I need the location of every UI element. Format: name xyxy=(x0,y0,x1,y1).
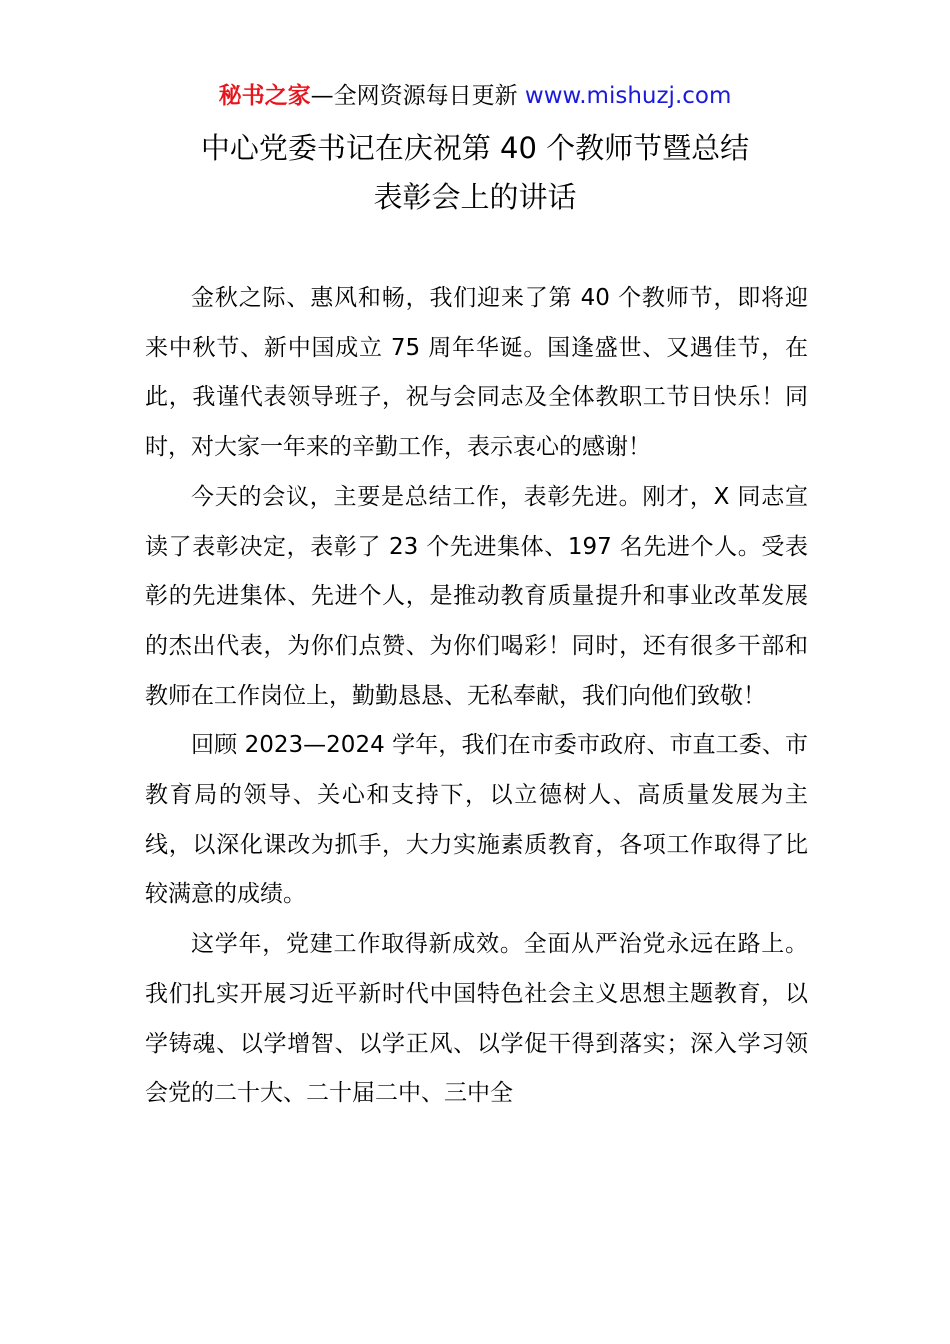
site-url-link[interactable]: www.mishuzj.com xyxy=(524,83,732,109)
site-slogan: —全网资源每日更新 xyxy=(310,83,525,109)
document-title-line-1: 中心党委书记在庆祝第 40 个教师节暨总结 xyxy=(200,131,750,165)
paragraph-4: 这学年，党建工作取得新成效。全面从严治党永远在路上。我们扎实开展习近平新时代中国特色社会主义思想主题教育，以学铸魂、以学增智、以学正风、以学促干得到落实；深入学习领会党的二十大、二十届二中、三中全 xyxy=(145,931,808,1107)
document-body xyxy=(145,274,808,1119)
paragraph-2: 今天的会议，主要是总结工作，表彰先进。刚才，X 同志宣读了表彰决定，表彰了 23 个先进集体、197 名先进个人。受表彰的先进集体、先进个人，是推动教育质量提升和事业改革发展的杰出代表，为你们点赞、为你们喝彩！同时，还有很多干部和教师在工作岗位上，勤勤恳恳、无私奉献，我们向他们致敬！ xyxy=(145,483,808,709)
site-header xyxy=(0,80,950,112)
paragraph-1: 金秋之际、惠风和畅，我们迎来了第 40 个教师节，即将迎来中秋节、新中国成立 75 周年华诞。国逢盛世、又遇佳节，在此，我谨代表领导班子，祝与会同志及全体教职工节日快乐！同时，对大家一年来的辛勤工作，表示衷心的感谢！ xyxy=(145,285,808,461)
document-title-line-2: 表彰会上的讲话 xyxy=(373,180,577,214)
paragraph-3: 回顾 2023—2024 学年，我们在市委市政府、市直工委、市教育局的领导、关心和支持下，以立德树人、高质量发展为主线，以深化课改为抓手，大力实施素质教育，各项工作取得了比较满意的成绩。 xyxy=(145,732,808,908)
site-name: 秘书之家 xyxy=(218,83,311,109)
